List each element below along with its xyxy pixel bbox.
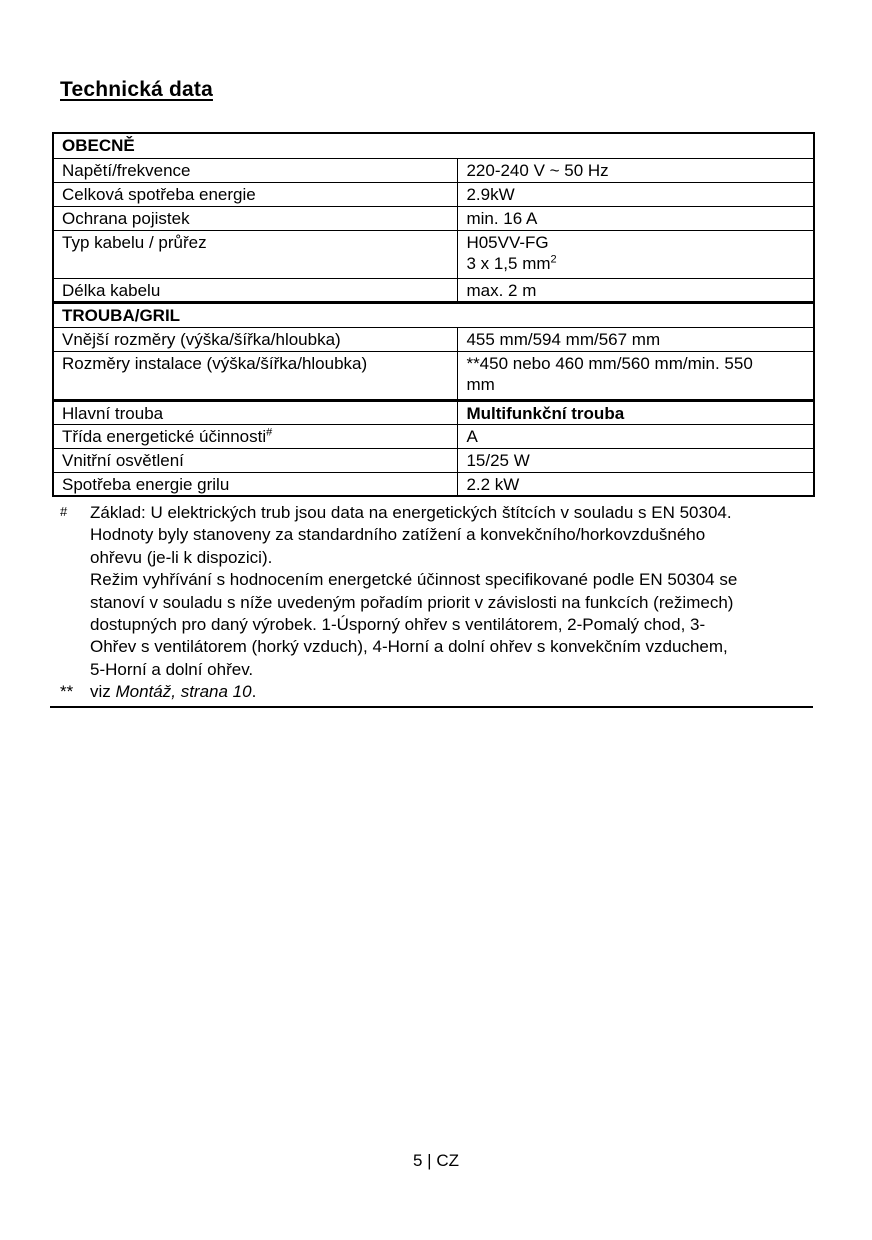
footnote-asterisk <box>52 681 818 703</box>
footnote-ref-hash: # <box>266 425 273 438</box>
table-row <box>53 424 814 448</box>
section-header-general: OBECNĚ <box>53 133 814 158</box>
footnote-line: Ohřev s ventilátorem (horký vzduch), 4-Horní a dolní ohřev s konvekčním vzduchem, <box>90 637 728 657</box>
row-value: Multifunkční trouba <box>458 400 814 424</box>
table-row <box>53 400 814 424</box>
row-value: 15/25 W <box>458 448 814 472</box>
row-label: Ochrana pojistek <box>53 206 458 230</box>
section-header-oven: TROUBA/GRIL <box>53 302 814 327</box>
row-value: max. 2 m <box>458 278 814 302</box>
row-value <box>458 351 814 400</box>
footnote-line: Režim vyhřívání s hodnocením energetcké účinnost specifikované podle EN 50304 se <box>90 570 738 590</box>
footnote-divider-rule <box>50 706 813 708</box>
section-row-oven <box>53 302 814 327</box>
row-label <box>53 424 458 448</box>
row-value: 220-240 V ~ 50 Hz <box>458 158 814 182</box>
table-row <box>53 278 814 302</box>
technical-data-table <box>52 132 815 497</box>
footnote-line: ohřevu (je-li k dispozici). <box>90 547 273 567</box>
value-line: H05VV-FG <box>466 232 549 252</box>
row-value: 455 mm/594 mm/567 mm <box>458 327 814 351</box>
page-footer: 5 | CZ <box>413 1151 459 1170</box>
row-label: Délka kabelu <box>53 278 458 302</box>
table-row <box>53 158 814 182</box>
value-line: **450 nebo 460 mm/560 mm/min. 550 <box>466 353 753 373</box>
footnote-text-prefix: viz <box>90 682 116 702</box>
footnote-asterisk-text <box>90 681 818 703</box>
table-row <box>53 351 814 400</box>
row-value: 2.9kW <box>458 182 814 206</box>
row-value: min. 16 A <box>458 206 814 230</box>
footnote-hash <box>52 502 818 681</box>
footnotes <box>52 502 818 704</box>
row-label: Napětí/frekvence <box>53 158 458 182</box>
row-value <box>458 230 814 278</box>
footnote-hash-text <box>90 502 818 681</box>
table-row <box>53 206 814 230</box>
footnote-line: dostupných pro daný výrobek. 1-Úsporný ohřev s ventilátorem, 2-Pomalý chod, 3- <box>90 615 706 635</box>
row-value: 2.2 kW <box>458 472 814 496</box>
superscript: 2 <box>550 252 557 265</box>
table-row <box>53 448 814 472</box>
row-label: Rozměry instalace (výška/šířka/hloubka) <box>53 351 458 400</box>
footnote-hash-marker: # <box>60 504 68 519</box>
footnote-text-italic: Montáž, strana 10 <box>115 682 252 702</box>
footnote-text-suffix: . <box>251 682 257 702</box>
row-label: Spotřeba energie grilu <box>53 472 458 496</box>
value-line: mm <box>466 374 495 394</box>
footnote-line: 5-Horní a dolní ohřev. <box>90 659 254 679</box>
value-line: 3 x 1,5 mm <box>466 253 551 273</box>
label-text: Třída energetické účinnosti <box>62 426 267 446</box>
footnote-asterisk-marker: ** <box>60 682 74 702</box>
table-row <box>53 327 814 351</box>
section-row-general <box>53 133 814 158</box>
row-label: Typ kabelu / průřez <box>53 230 458 278</box>
table-row <box>53 230 814 278</box>
footnote-line: stanoví v souladu s níže uvedeným pořadím priorit v závislosti na funkcích (režimech) <box>90 592 734 612</box>
footnote-line: Základ: U elektrických trub jsou data na energetických štítcích v souladu s EN 50304. <box>90 503 732 522</box>
row-label: Vnitřní osvětlení <box>53 448 458 472</box>
table-row <box>53 182 814 206</box>
table-row <box>53 472 814 496</box>
row-value: A <box>458 424 814 448</box>
row-label: Vnější rozměry (výška/šířka/hloubka) <box>53 327 458 351</box>
row-label: Celková spotřeba energie <box>53 182 458 206</box>
row-label: Hlavní trouba <box>53 400 458 424</box>
footnote-line: Hodnoty byly stanoveny za standardního zatížení a konvekčního/horkovzdušného <box>90 525 706 545</box>
page-title: Technická data <box>60 78 213 101</box>
